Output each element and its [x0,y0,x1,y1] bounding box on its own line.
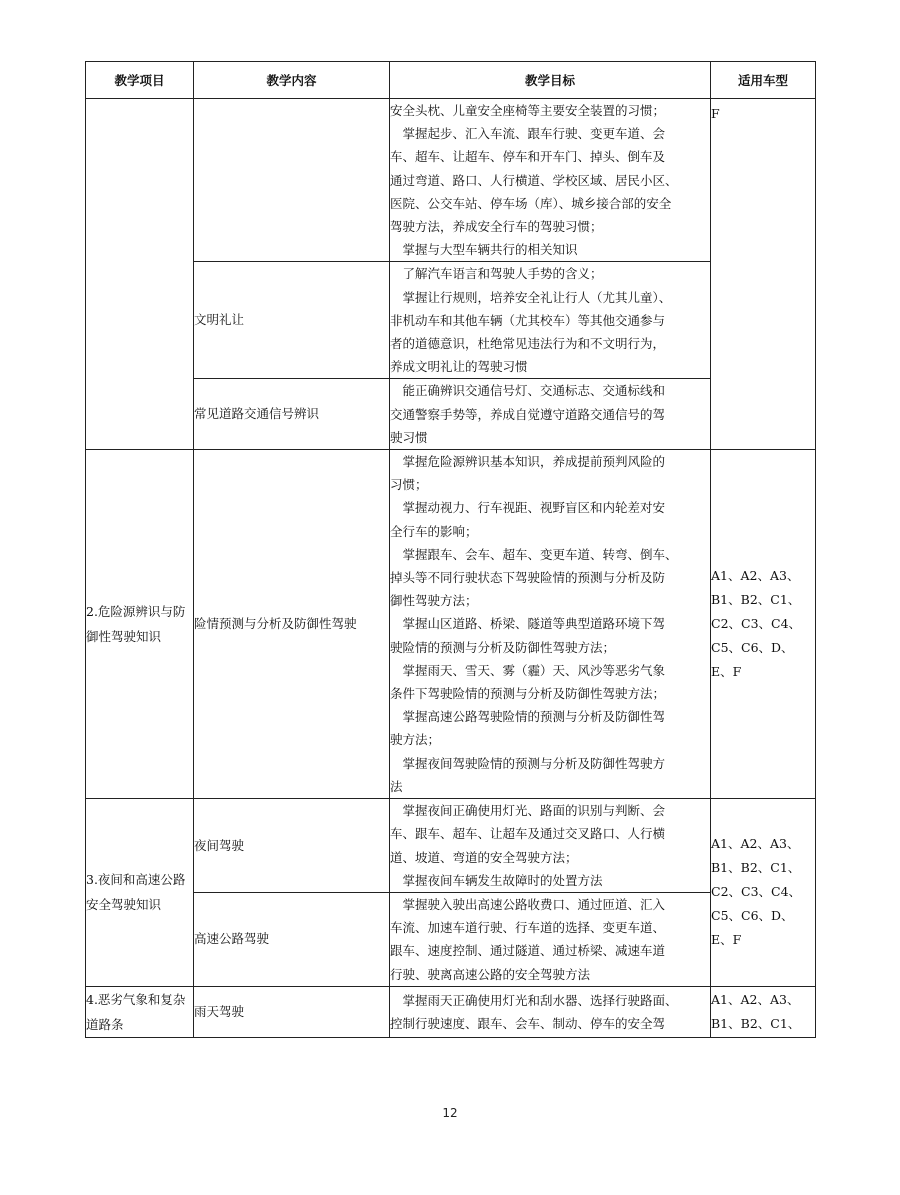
goal-line: 掌握高速公路驾驶险情的预测与分析及防御性驾 [390,709,666,725]
table-row [86,986,816,1037]
goal-line: 掌握山区道路、桥梁、隧道等典型道路环境下驾 [390,616,666,632]
content-cell-continued [194,99,390,262]
content-cell: 文明礼让 [194,262,390,379]
goal-line: 掌握与大型车辆共行的相关知识 [390,242,578,258]
goal-line: 跟车、速度控制、通过隧道、通过桥梁、减速车道 [390,943,666,959]
project-cell: 3.夜间和高速公路安全驾驶知识 [86,799,194,987]
table-row [86,450,816,799]
table-row [86,799,816,893]
goal-line: 驾驶方法，养成安全行车的驾驶习惯； [390,219,603,235]
goal-line: 安全头枕、儿童安全座椅等主要安全装置的习惯； [390,103,666,118]
header-teaching-project: 教学项目 [86,62,194,99]
content-cell: 雨天驾驶 [194,986,390,1037]
goal-line: 全行车的影响； [390,523,478,539]
goal-line: 养成文明礼让的驾驶习惯 [390,359,528,375]
goal-line: 御性驾驶方法； [390,593,478,609]
goal-line: 能正确辨识交通信号灯、交通标志、交通标线和 [390,383,666,399]
goal-line: 了解汽车语言和驾驶人手势的含义； [390,266,603,282]
goal-line: 掌握雨天正确使用灯光和刮水器、选择行驶路面、 [390,992,678,1008]
goal-line: 掌握起步、汇入车流、跟车行驶、变更车道、会 [390,126,666,142]
goal-line: 掌握动视力、行车视距、视野盲区和内轮差对安 [390,500,666,516]
table-row [86,99,816,262]
goal-cell [390,262,711,379]
goal-line: 掌握夜间正确使用灯光、路面的识别与判断、会 [390,803,666,819]
table-row [86,379,816,450]
goal-cell [390,379,711,450]
goal-line: 掌握危险源辨识基本知识，养成提前预判风险的 [390,454,666,470]
goal-line: 习惯； [390,477,428,493]
goal-line: 交通警察手势等，养成自觉遵守道路交通信号的驾 [390,406,666,422]
goal-line: 条件下驾驶险情的预测与分析及防御性驾驶方法； [390,686,666,702]
vehicle-cell: A1、A2、A3、B1、B2、C1、 [711,986,816,1037]
goal-line: 掌握夜间驾驶险情的预测与分析及防御性驾驶方 [390,755,666,771]
goal-line: 控制行驶速度、跟车、会车、制动、停车的安全驾 [390,1015,666,1031]
header-applicable-vehicle: 适用车型 [711,62,816,99]
content-cell: 夜间驾驶 [194,799,390,893]
goal-line: 驶方法； [390,732,441,748]
goal-cell [390,99,711,262]
goal-line: 掌握夜间车辆发生故障时的处置方法 [390,872,603,888]
goal-line: 者的道德意识，杜绝常见违法行为和不文明行为， [390,336,666,352]
goal-line: 掌握雨天、雪天、雾（霾）天、风沙等恶劣气象 [390,662,666,678]
vehicle-cell: A1、A2、A3、B1、B2、C1、C2、C3、C4、C5、C6、D、E、F [711,799,816,987]
goal-line: 驶习惯 [390,429,428,445]
goal-line: 通过弯道、路口、人行横道、学校区域、居民小区、 [390,172,678,188]
goal-line: 掌握驶入驶出高速公路收费口、通过匝道、汇入 [390,896,666,912]
project-cell-continued [86,99,194,450]
goal-cell [390,450,711,799]
goal-line: 掉头等不同行驶状态下驾驶险情的预测与分析及防 [390,570,666,586]
vehicle-cell: A1、A2、A3、B1、B2、C1、C2、C3、C4、C5、C6、D、E、F [711,450,816,799]
header-teaching-content: 教学内容 [194,62,390,99]
vehicle-cell: F [711,99,816,450]
project-cell: 4.恶劣气象和复杂道路条 [86,986,194,1037]
goal-line: 车、跟车、超车、让超车及通过交叉路口、人行横 [390,826,666,842]
goal-cell [390,986,711,1037]
content-cell: 常见道路交通信号辨识 [194,379,390,450]
goal-line: 医院、公交车站、停车场（库）、城乡接合部的安全 [390,195,672,211]
curriculum-table [85,61,816,1038]
goal-line: 车、超车、让超车、停车和开车门、掉头、倒车及 [390,149,666,165]
project-cell: 2.危险源辨识与防御性驾驶知识 [86,450,194,799]
goal-line: 法 [390,778,403,794]
goal-line: 行驶、驶离高速公路的安全驾驶方法 [390,966,591,982]
goal-cell [390,892,711,986]
header-teaching-goal: 教学目标 [390,62,711,99]
goal-line: 车流、加速车道行驶、行车道的选择、变更车道、 [390,920,666,936]
table-row [86,262,816,379]
goal-line: 驶险情的预测与分析及防御性驾驶方法； [390,639,616,655]
header-row [86,62,816,99]
goal-line: 掌握跟车、会车、超车、变更车道、转弯、倒车、 [390,546,678,562]
table-row [86,892,816,986]
content-cell: 高速公路驾驶 [194,892,390,986]
goal-cell [390,799,711,893]
goal-line: 掌握让行规则，培养安全礼让行人（尤其儿童）、 [390,289,672,305]
goal-line: 道、坡道、弯道的安全驾驶方法； [390,849,578,865]
page-number: 12 [442,1106,458,1120]
content-cell: 险情预测与分析及防御性驾驶 [194,450,390,799]
goal-line: 非机动车和其他车辆（尤其校车）等其他交通参与 [390,312,666,328]
